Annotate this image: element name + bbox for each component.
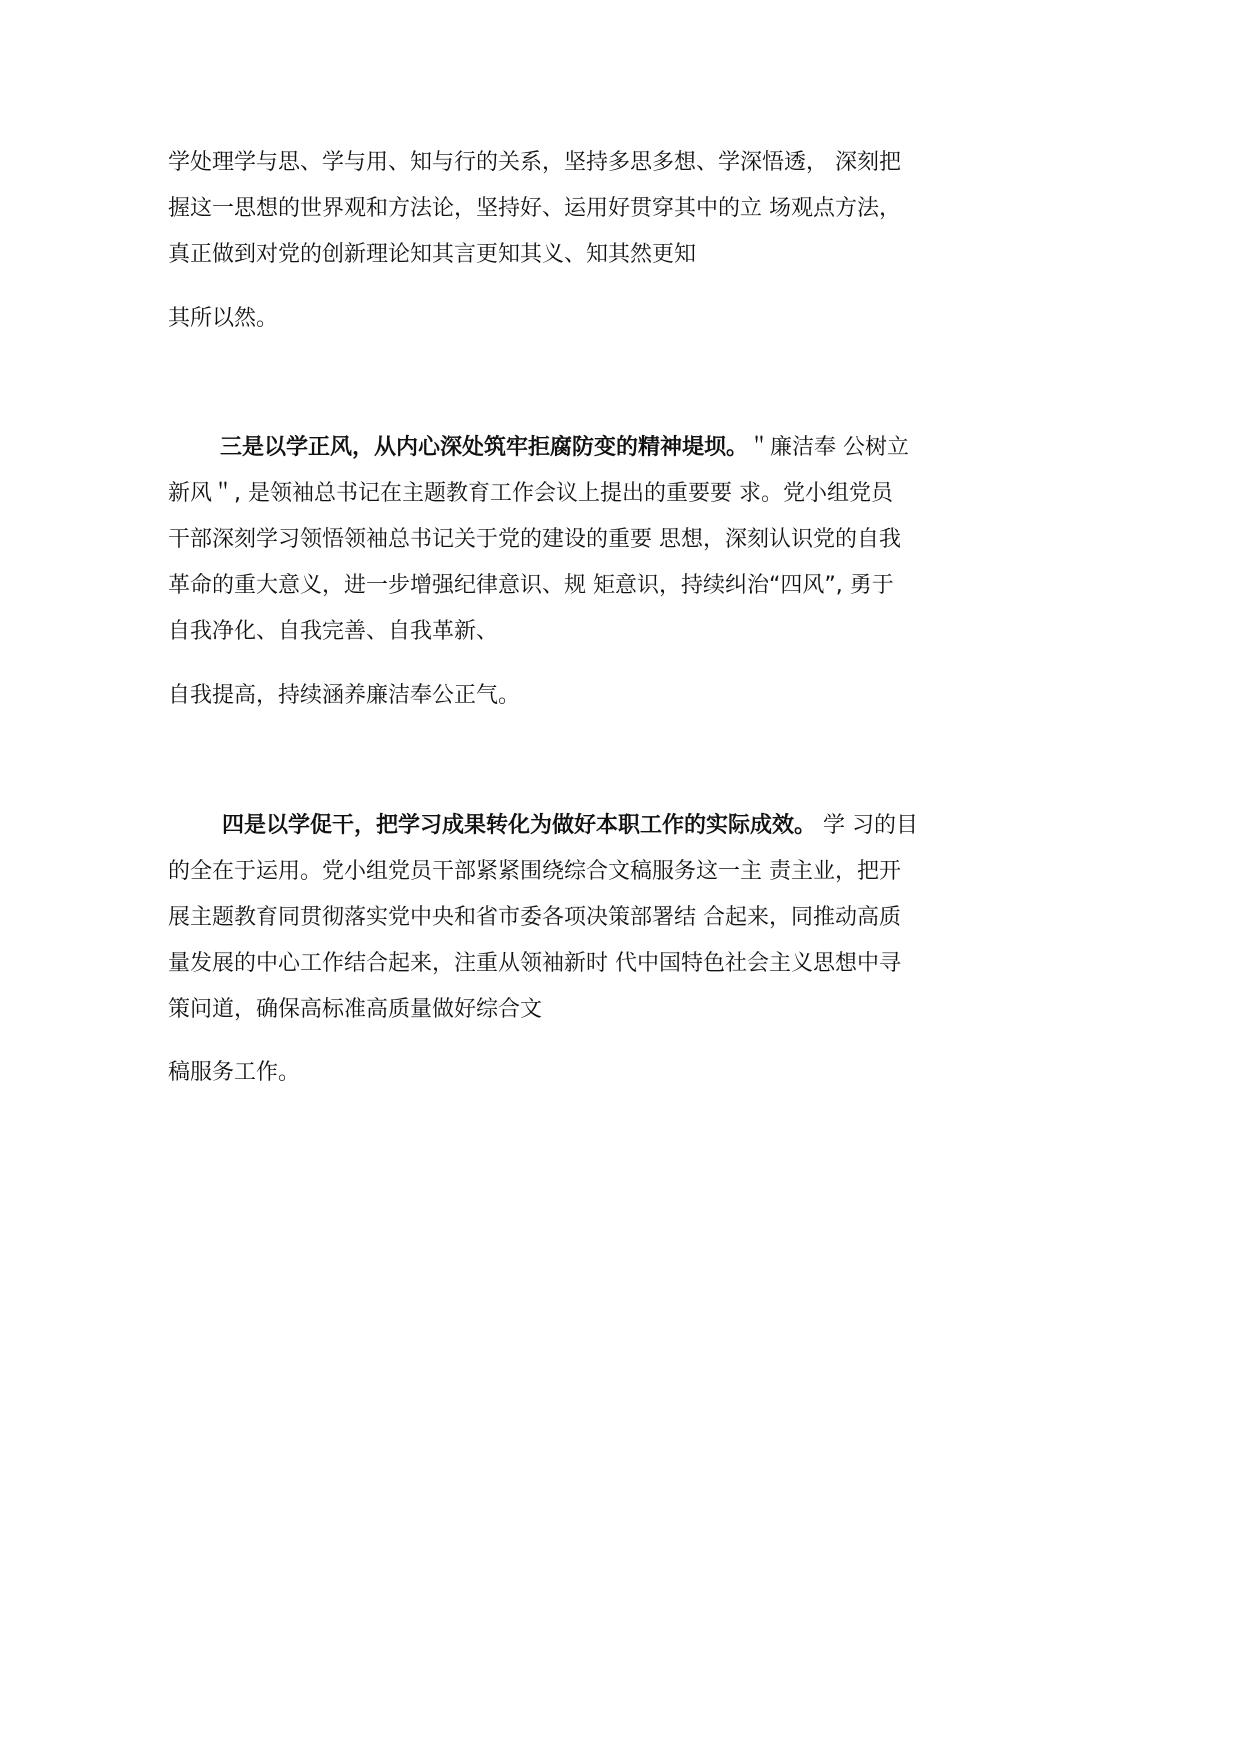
paragraph-line: 革命的重大意义，进一步增强纪律意识、规 矩意识，持续纠治“四风”, 勇于	[168, 573, 894, 598]
paragraph-line: 握这一思想的世界观和方法论，坚持好、运用好贯穿其中的立 场观点方法，	[168, 196, 901, 221]
paragraph-promote-work	[168, 803, 958, 1033]
paragraph-line: 量发展的中心工作结合起来，注重从领袖新时 代中国特色社会主义思想中寻	[168, 951, 901, 976]
paragraph-line: 真正做到对党的创新理论知其言更知其义、知其然更知	[168, 242, 697, 267]
paragraph-line: 自我净化、自我完善、自我革新、	[168, 619, 499, 644]
paragraph-first-line	[168, 425, 958, 471]
paragraph-promote-work-tail	[168, 1050, 958, 1096]
paragraph-first-line	[168, 803, 958, 849]
paragraph-line: 的全在于运用。党小组党员干部紧紧围绕综合文稿服务这一主 责主业，把开	[168, 859, 901, 884]
paragraph-lead-heading: 三是以学正风，从内心深处筑牢拒腐防变的精神堤坝。	[220, 435, 749, 460]
paragraph-line: 稿服务工作。	[168, 1060, 301, 1085]
paragraph-rectify-style-tail	[168, 673, 958, 719]
paragraph-study-method	[168, 140, 958, 278]
paragraph-line: 其所以然。	[168, 306, 279, 331]
paragraph-line: 干部深刻学习领悟领袖总书记关于党的建设的重要 思想，深刻认识党的自我	[168, 527, 901, 552]
paragraph-rectify-style	[168, 425, 958, 655]
paragraph-line: 策问道，确保高标准高质量做好综合文	[168, 997, 543, 1022]
paragraph-line: 自我提高，持续涵养廉洁奉公正气。	[168, 683, 521, 708]
paragraph-line: 新风＂, 是领袖总书记在主题教育工作会议上提出的重要要 求。党小组党员	[168, 481, 893, 506]
paragraph-study-method-tail	[168, 296, 958, 342]
paragraph-lead-heading: 四是以学促干，把学习成果转化为做好本职工作的实际成效。	[222, 813, 817, 838]
paragraph-lead-rest: ＂廉洁奉 公树立	[748, 435, 910, 460]
paragraph-lead-rest: 学 习的目	[816, 813, 919, 838]
paragraph-line: 展主题教育同贯彻落实党中央和省市委各项决策部署结 合起来，同推动高质	[168, 905, 901, 930]
paragraph-line: 学处理学与思、学与用、知与行的关系，坚持多思多想、学深悟透， 深刻把	[168, 150, 901, 175]
